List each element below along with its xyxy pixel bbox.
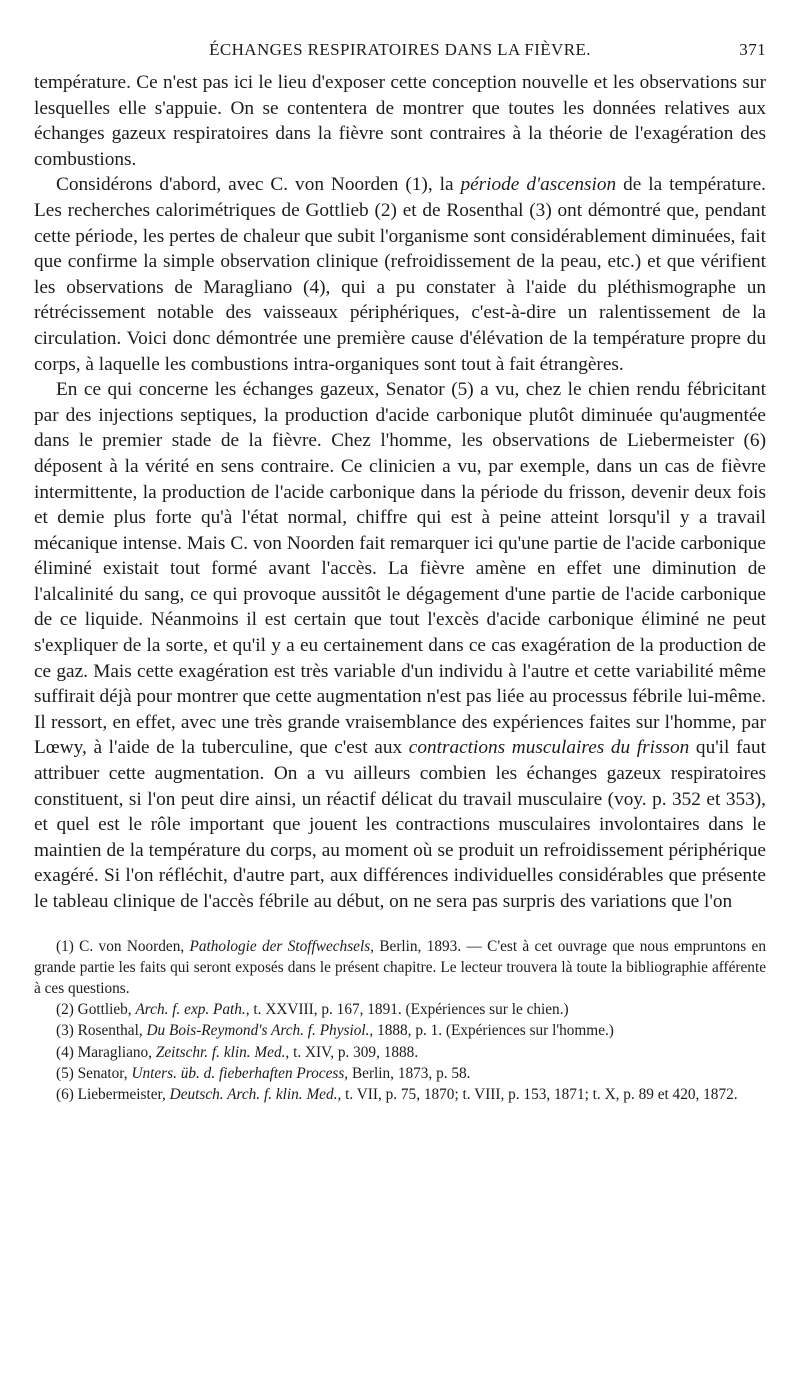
paragraph-3-italic: contractions musculaires du frisson xyxy=(408,737,690,759)
footnote-6-post: t. VII, p. 75, 1870; t. VIII, p. 153, 1871; t. X, p. 89 et 420, 1872. xyxy=(341,1086,738,1104)
footnote-4-title: Zeitschr. f. klin. Med., xyxy=(155,1043,290,1061)
footnote-2-post: t. XXVIII, p. 167, 1891. (Expériences sur le chien.) xyxy=(249,1001,569,1019)
book-page xyxy=(34,38,766,1105)
footnote-3-pre: (3) Rosenthal, xyxy=(56,1022,147,1040)
page-header xyxy=(34,38,766,68)
paragraph-3-text-a: En ce qui concerne les échanges gazeux, Senator (5) a vu, chez le chien rendu fébricitant par des injections septiques, la production d'acide carbonique plutôt diminuée qu'augmentée dans le premier stade de la fièvre. Chez l'homme, les observations de Liebermeister (6) déposent à la vérité en sens contraire. Ce clinicien a vu, par exemple, dans un cas de fièvre intermittente, la production de l'acide carbonique dans la période du frisson, devenir deux fois et demie plus forte qu'à l'état normal, chiffre qui est à peine atteint lorsqu'il y a travail mécanique intense. Mais C. von Noorden fait remarquer ici qu'une partie de l'acide carbonique éliminé existait tout formé avant l'accès. La fièvre amène en effet une diminution de l'alcalinité du sang, ce qui provoque aussitôt le dégagement d'une partie de l'acide carbonique de ce liquide. Néanmoins il est certain que tout l'excès d'acide carbonique éliminé ne peut s'expliquer de la sorte, et qu'il y a eu certainement dans ce cas exagération de la production de ce gaz. Mais cette exagération est très variable d'un individu à l'autre et cette variabilité même suffirait déjà pour montrer que cette augmentation n'est pas liée au processus fébrile lui-même. Il ressort, en effet, avec une très grande vraisemblance des expériences faites sur l'homme, par Lœwy, à l'aide de la tuberculine, que c'est aux xyxy=(34,379,766,759)
running-title: ÉCHANGES RESPIRATOIRES DANS LA FIÈVRE. xyxy=(209,40,591,59)
footnote-1-title: Pathologie der Stoffwechsels, xyxy=(189,937,374,955)
footnote-6-pre: (6) Liebermeister, xyxy=(56,1086,170,1104)
footnote-3 xyxy=(34,1020,766,1041)
paragraph-1-text: température. Ce n'est pas ici le lieu d'exposer cette conception nouvelle et les observations sur lesquelles elle s'appuie. On se contentera de montrer que toutes les données relatives aux échanges gazeux respiratoires dans la fièvre sont contraires à la théorie de l'exagération des combustions. xyxy=(34,72,766,170)
footnote-2-pre: (2) Gottlieb, xyxy=(56,1001,136,1019)
paragraph-2-text-a: Considérons d'abord, avec C. von Noorden (1), la xyxy=(56,174,461,196)
footnote-3-post: 1888, p. 1. (Expériences sur l'homme.) xyxy=(373,1022,614,1040)
footnote-2 xyxy=(34,999,766,1020)
footnote-4-post: t. XIV, p. 309, 1888. xyxy=(289,1043,419,1061)
footnote-1 xyxy=(34,936,766,1000)
paragraph-3-text-b: qu'il faut attribuer cette augmentation. On a vu ailleurs combien les échanges gazeux respiratoires constituent, si l'on peut dire ainsi, un réactif délicat du travail musculaire (voy. p. 352 et 353), et quel est le rôle important que jouent les contractions musculaires involontaires dans le maintien de la température du corps, au moment où se produit un refroidissement périphérique exagéré. Si l'on réfléchit, d'autre part, aux différences individuelles considérables que présente le tableau clinique de l'accès fébrile au début, on ne sera pas surpris des variations que l'on xyxy=(34,737,766,912)
footnote-3-title: Du Bois-Reymond's Arch. f. Physiol., xyxy=(146,1022,374,1040)
paragraph-2 xyxy=(34,172,766,377)
footnotes xyxy=(34,936,766,1106)
footnote-1-post: Berlin, 1893. — C'est à cet ouvrage que nous empruntons en grande partie les faits qui seront exposés dans le présent chapitre. Le lecteur trouvera là toute la bibliographie afférente à ces questions. xyxy=(34,937,766,997)
paragraph-1 xyxy=(34,70,766,172)
paragraph-2-text-b: de la température. Les recherches calorimétriques de Gottlieb (2) et de Rosenthal (3) ont démontré que, pendant cette période, les pertes de chaleur que subit l'organisme sont considérablement diminuées, fait que confirme la simple observation clinique (refroidissement de la peau, etc.) et que vérifient les observations de Maragliano (4), qui a pu constater à l'aide du pléthismographe un rétrécissement notable des vaisseaux périphériques, c'est-à-dire un ralentissement de la circulation. Voici donc démontrée une première cause d'élévation de la température propre du corps, à laquelle les combustions intra-organiques sont tout à fait étrangères. xyxy=(34,174,766,375)
footnote-5-title: Unters. üb. d. fieberhaften Process, xyxy=(131,1064,349,1082)
footnote-4-pre: (4) Maragliano, xyxy=(56,1043,156,1061)
footnote-4 xyxy=(34,1042,766,1063)
body-text xyxy=(34,70,766,915)
footnote-1-pre: (1) C. von Noorden, xyxy=(56,937,190,955)
footnote-5 xyxy=(34,1063,766,1084)
footnote-5-pre: (5) Senator, xyxy=(56,1064,132,1082)
footnote-2-title: Arch. f. exp. Path., xyxy=(135,1001,250,1019)
footnote-6-title: Deutsch. Arch. f. klin. Med., xyxy=(169,1086,342,1104)
paragraph-3 xyxy=(34,377,766,914)
page-number: 371 xyxy=(739,40,766,59)
paragraph-2-italic: période d'ascension xyxy=(460,174,617,196)
footnote-6 xyxy=(34,1084,766,1105)
footnote-5-post: Berlin, 1873, p. 58. xyxy=(348,1064,471,1082)
